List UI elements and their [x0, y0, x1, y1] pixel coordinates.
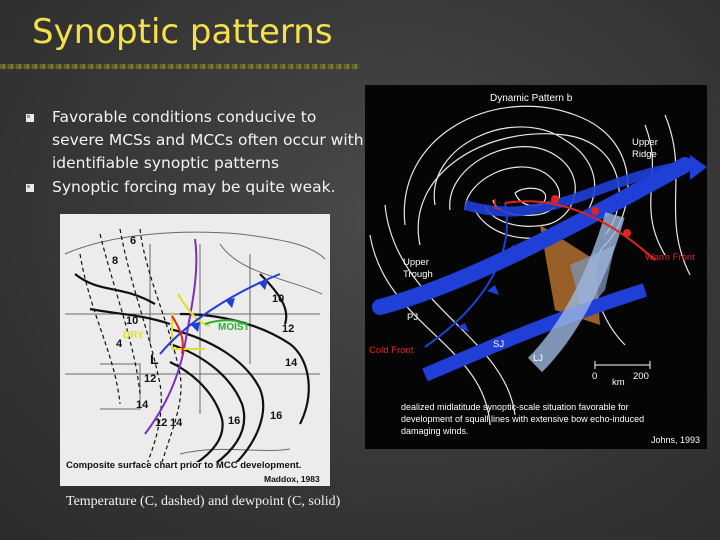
low-pressure-label: L [150, 351, 159, 367]
bullet-list [26, 106, 366, 200]
bullet-text: Synoptic forcing may be quite weak. [52, 178, 336, 196]
dynamic-pattern-figure [365, 85, 707, 449]
scale-start-label: 0 [592, 371, 598, 382]
chart-title: Composite surface chart prior to MCC development. [66, 460, 302, 471]
figure-caption: Temperature (C, dashed) and dewpoint (C, solid) [66, 494, 341, 509]
surface-chart-diagram [60, 214, 330, 486]
purple-dryline [145, 239, 196, 434]
isoline-value: 14 [170, 417, 183, 429]
composite-surface-chart [60, 214, 330, 486]
upper-ridge-label: Ridge [632, 149, 657, 160]
scale-end-label: 200 [633, 371, 649, 382]
bullet-text: Favorable conditions conducive to severe MCSs and MCCs often occur with identifiable synoptic patterns [52, 108, 364, 172]
jet-arrowhead [690, 155, 707, 180]
dry-label: DRY [123, 330, 144, 341]
polar-jet-label: PJ [407, 312, 419, 323]
figure-title: Dynamic Pattern b [490, 93, 573, 104]
figure-description-line: damaging winds. [401, 426, 469, 436]
isoline-value: 4 [116, 338, 123, 350]
warm-front-label: Warm Front [645, 252, 695, 263]
isoline-value: 14 [285, 357, 298, 369]
square-bullet-icon [26, 184, 34, 192]
isoline-value: 12 [144, 373, 157, 385]
figure-description-line: dealized midlatitude synoptic-scale situation favorable for [401, 402, 629, 412]
map-outline [65, 232, 325, 454]
figure-description-line: development of squall lines with extensive bow echo-induced [401, 414, 645, 424]
subtropical-jet-label: SJ [493, 339, 505, 350]
bullet-item [26, 176, 366, 199]
isoline-value: 8 [112, 255, 119, 267]
isoline-value: 10 [126, 315, 139, 327]
bullet-item [26, 106, 366, 175]
scale-unit-label: km [612, 377, 625, 388]
temperature-isotherms [80, 229, 181, 469]
upper-ridge-label: Upper [632, 137, 658, 148]
dynamic-pattern-diagram [365, 85, 707, 449]
cold-front-label: Cold Front [369, 345, 414, 356]
upper-trough-label: Trough [403, 269, 433, 280]
isoline-value: 16 [270, 410, 283, 422]
slide-title: Synoptic patterns [32, 12, 333, 52]
isoline-value: 12 [155, 417, 168, 429]
figure-credit: Johns, 1993 [651, 435, 701, 445]
chart-credit: Maddox, 1983 [264, 474, 320, 484]
isoline-value: 16 [228, 415, 241, 427]
title-underline [0, 64, 360, 69]
low-level-jet-label: LJ [533, 353, 544, 364]
moist-label: MOIST [218, 322, 250, 333]
low-pressure-label: L [493, 196, 502, 213]
isoline-value: 12 [282, 323, 295, 335]
square-bullet-icon [26, 114, 34, 122]
isoline-value: 6 [130, 235, 137, 247]
isoline-value: 14 [136, 399, 149, 411]
upper-trough-label: Upper [403, 257, 429, 268]
isoline-value: 10 [272, 293, 285, 305]
